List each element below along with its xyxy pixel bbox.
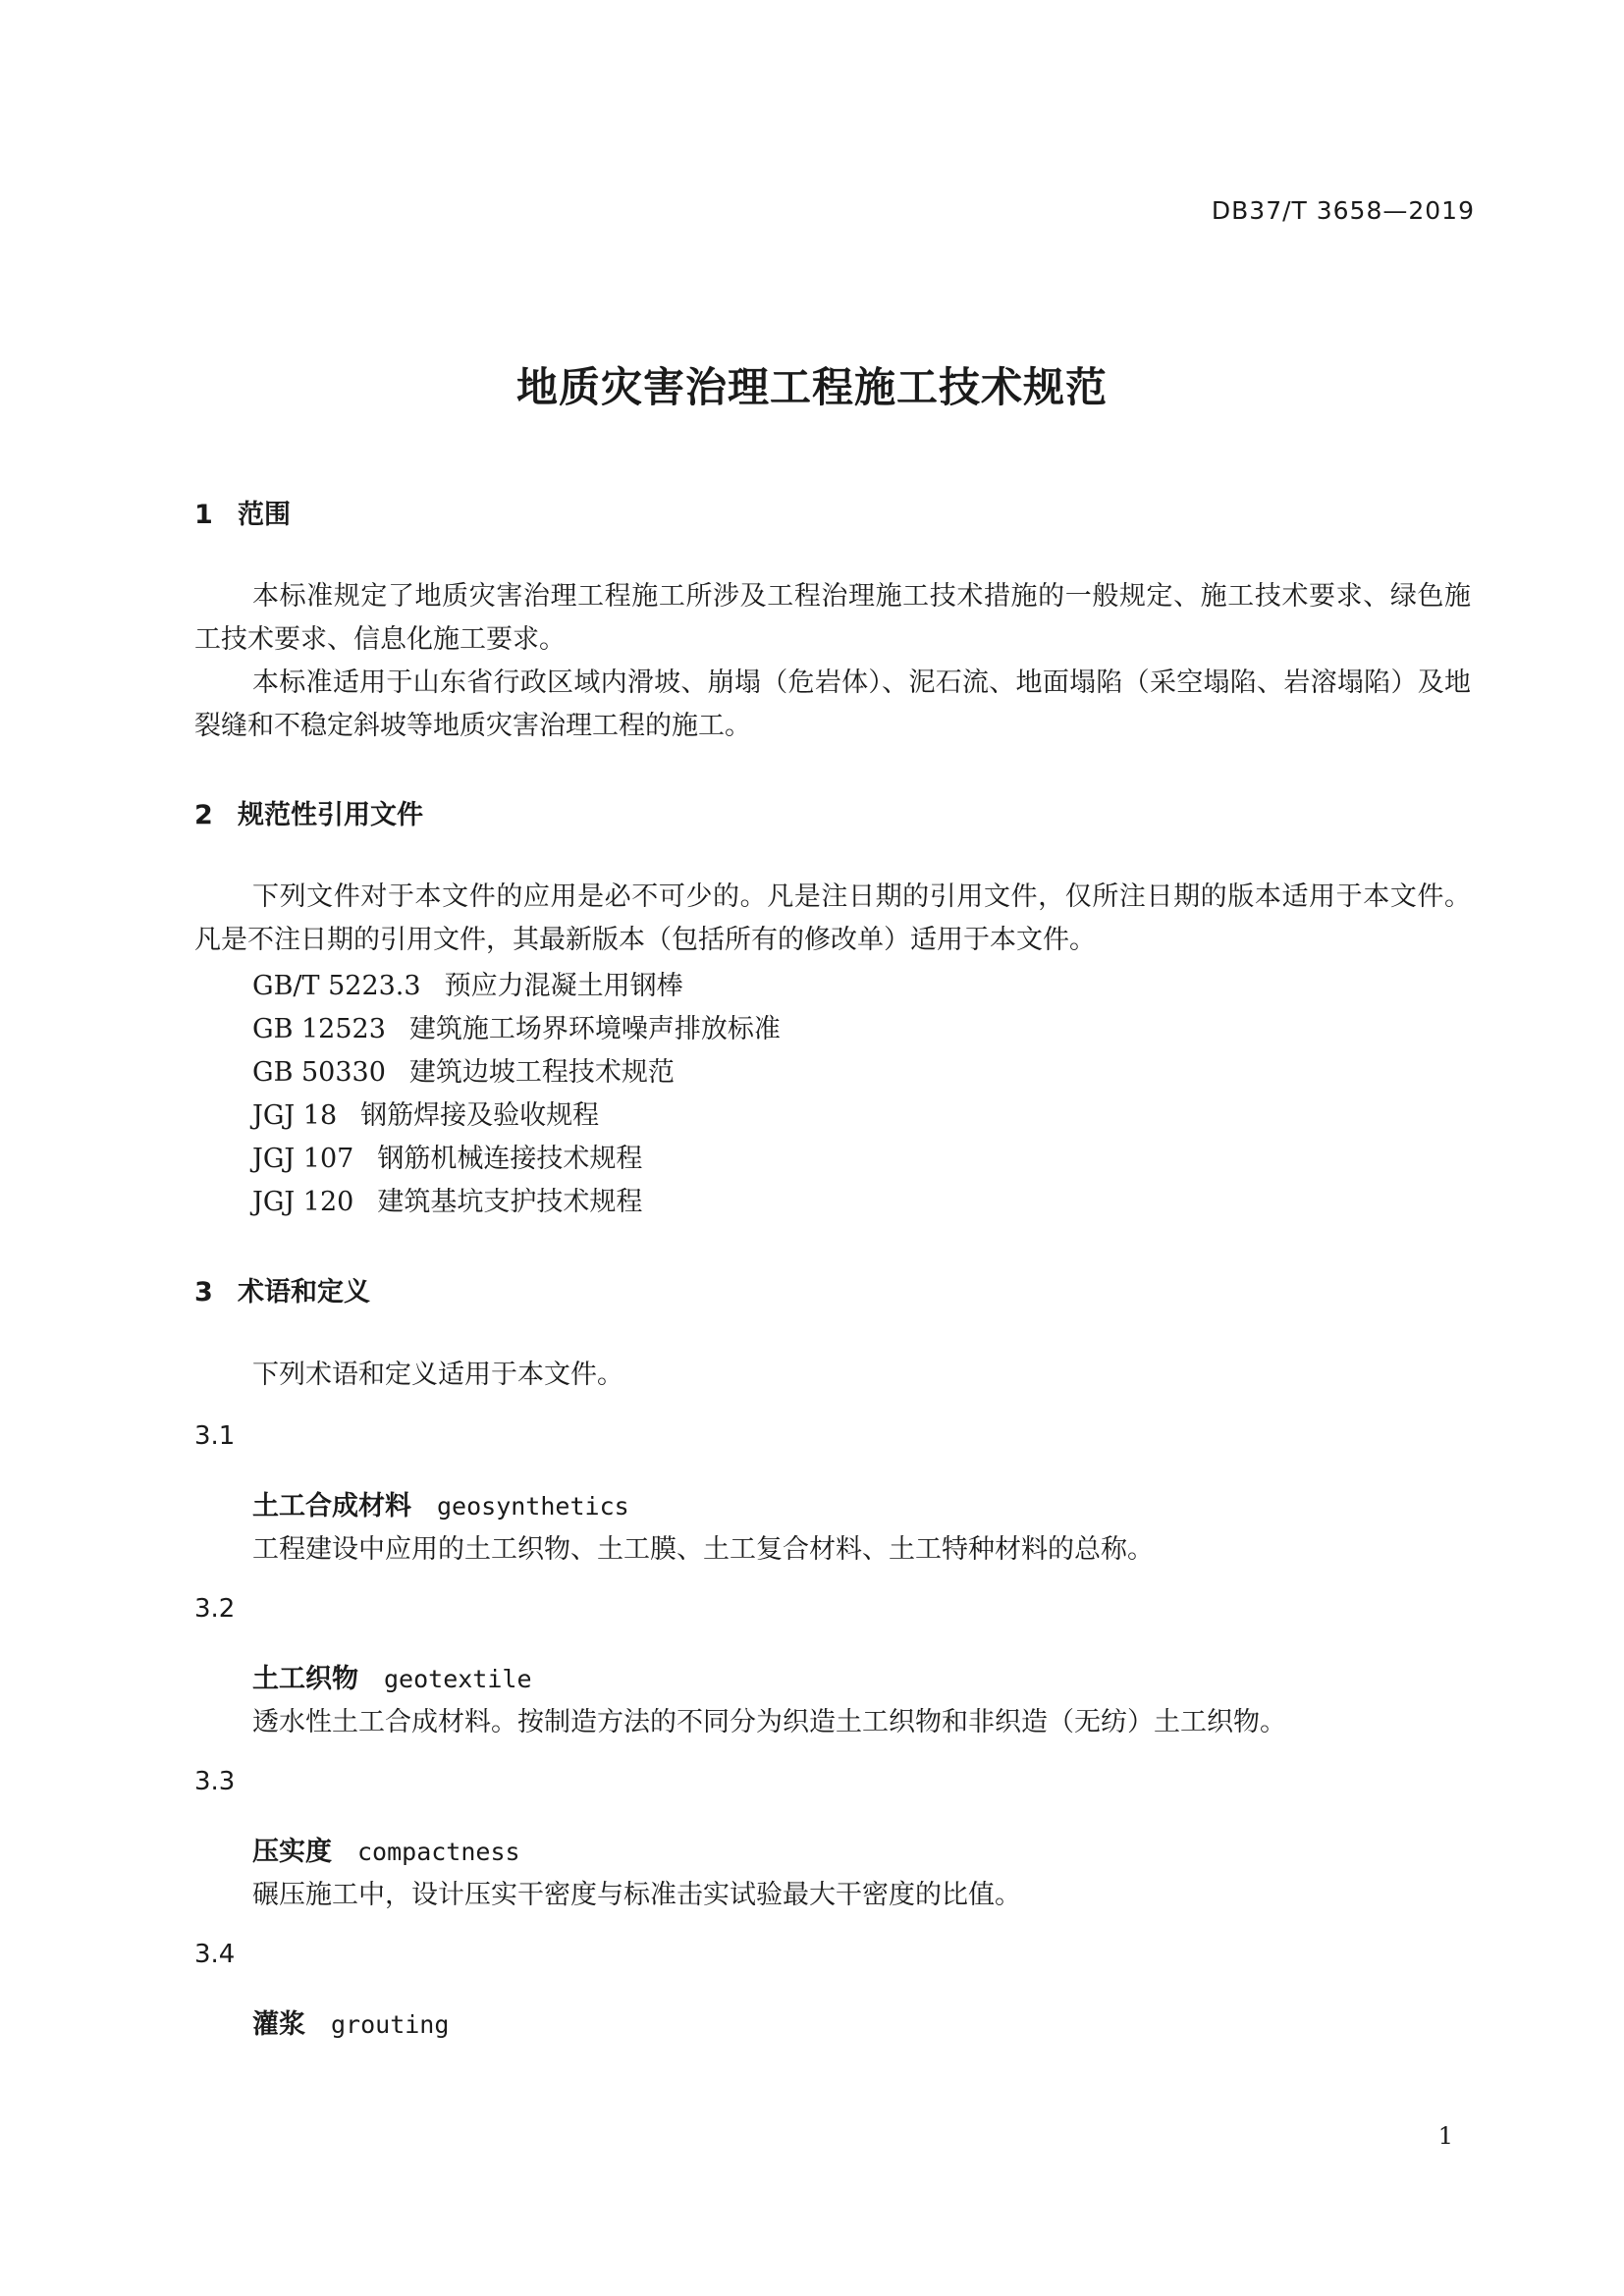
- term-chinese: 土工织物: [252, 1664, 358, 1694]
- paragraph: 下列文件对于本文件的应用是必不可少的。凡是注日期的引用文件，仅所注日期的版本适用于本文件。凡是不注日期的引用文件，其最新版本（包括所有的修改单）适用于本文件。: [194, 881, 1471, 955]
- section-title: 规范性引用文件: [238, 800, 423, 830]
- document-title: 地质灾害治理工程施工技术规范: [515, 363, 1108, 411]
- reference-title: 建筑基坑支护技术规程: [377, 1187, 643, 1217]
- reference-item: [252, 1050, 675, 1089]
- reference-title: 建筑施工场界环境噪声排放标准: [408, 1014, 781, 1044]
- reference-item: [252, 1094, 599, 1132]
- term-definition: 碾压施工中，设计压实干密度与标准击实试验最大干密度的比值。: [252, 1880, 1021, 1910]
- reference-item: [252, 1137, 642, 1175]
- reference-title: 钢筋机械连接技术规程: [377, 1144, 643, 1174]
- paragraph: 下列术语和定义适用于本文件。: [252, 1360, 623, 1390]
- reference-item: [252, 1007, 781, 1045]
- reference-code: JGJ 120: [252, 1187, 354, 1217]
- term-english: grouting: [331, 2010, 450, 2039]
- term-chinese: 土工合成材料: [252, 1491, 411, 1522]
- section-number: 1: [194, 500, 213, 530]
- section-title: 术语和定义: [238, 1277, 370, 1308]
- term-definition: 透水性土工合成材料。按制造方法的不同分为织造土工织物和非织造（无纺）土工织物。: [252, 1707, 1286, 1737]
- clause-number: 3.4: [194, 1940, 236, 1969]
- clause-number: 3.1: [194, 1421, 236, 1451]
- reference-item: [252, 1180, 642, 1218]
- section-heading-1: [194, 493, 291, 531]
- section-heading-3: [194, 1270, 370, 1308]
- term-definition: 工程建设中应用的土工织物、土工膜、土工复合材料、土工特种材料的总称。: [252, 1534, 1154, 1565]
- reference-title: 钢筋焊接及验收规程: [360, 1100, 600, 1131]
- term-heading: [252, 1657, 532, 1695]
- section-title: 范围: [238, 500, 291, 530]
- page-number: 1: [1437, 2122, 1453, 2150]
- reference-title: 预应力混凝土用钢棒: [444, 971, 683, 1001]
- paragraph: 本标准规定了地质灾害治理工程施工所涉及工程治理施工技术措施的一般规定、施工技术要求、绿色施工技术要求、信息化施工要求。: [194, 581, 1471, 655]
- section-number: 2: [194, 800, 213, 830]
- term-heading: [252, 1484, 629, 1522]
- reference-item: [252, 964, 683, 1002]
- reference-code: GB 50330: [252, 1057, 386, 1088]
- term-english: compactness: [357, 1838, 520, 1866]
- term-heading: [252, 2002, 449, 2041]
- term-english: geotextile: [384, 1665, 532, 1693]
- term-heading: [252, 1830, 520, 1868]
- section-heading-2: [194, 793, 423, 831]
- reference-code: JGJ 107: [252, 1144, 354, 1174]
- paragraph: 本标准适用于山东省行政区域内滑坡、崩塌（危岩体）、泥石流、地面塌陷（采空塌陷、岩溶塌陷）及地裂缝和不稳定斜坡等地质灾害治理工程的施工。: [194, 667, 1471, 741]
- standard-code: DB37/T 3658—2019: [1211, 196, 1475, 225]
- reference-code: JGJ 18: [252, 1100, 338, 1131]
- term-chinese: 灌浆: [252, 2009, 305, 2040]
- reference-code: GB/T 5223.3: [252, 971, 421, 1001]
- section-number: 3: [194, 1277, 213, 1308]
- reference-title: 建筑边坡工程技术规范: [408, 1057, 675, 1088]
- reference-code: GB 12523: [252, 1014, 386, 1044]
- clause-number: 3.2: [194, 1594, 236, 1624]
- clause-number: 3.3: [194, 1767, 236, 1796]
- term-chinese: 压实度: [252, 1837, 332, 1867]
- term-english: geosynthetics: [437, 1492, 629, 1521]
